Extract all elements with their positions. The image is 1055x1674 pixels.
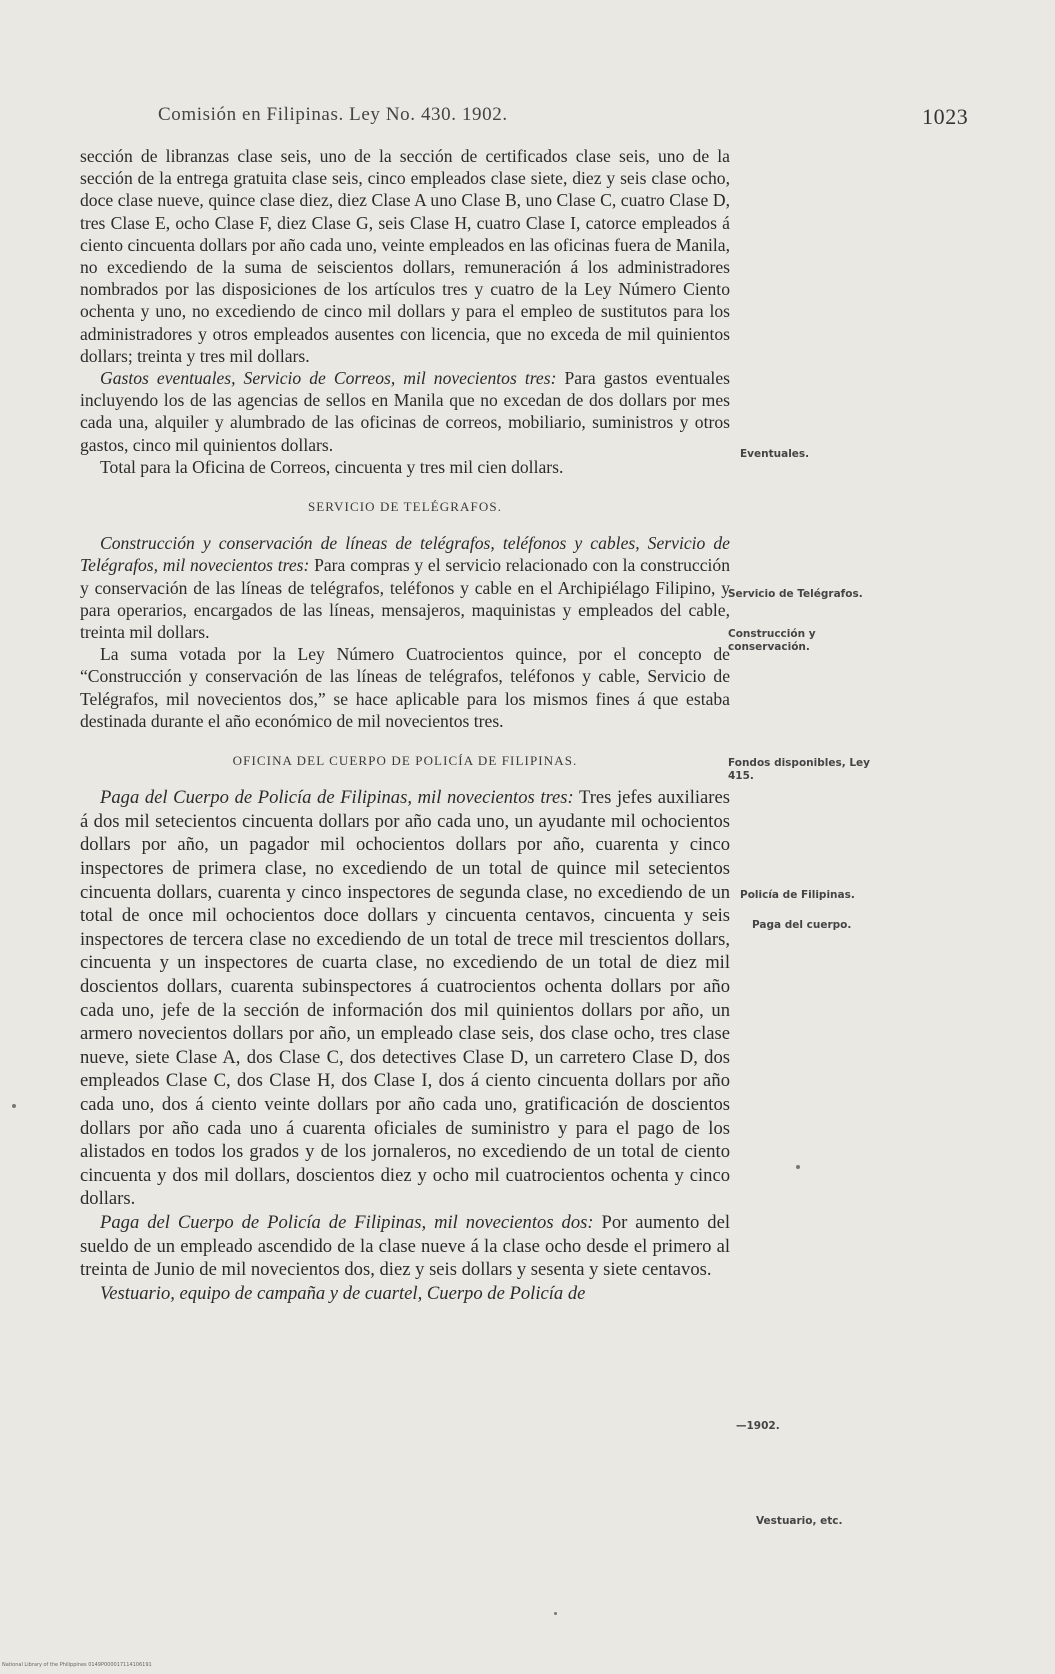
paragraph-title: Vestuario, equipo de campaña y de cuartel, Cuerpo de Policía de: [100, 1282, 586, 1304]
paragraph-title: Paga del Cuerpo de Policía de Filipinas, mil novecientos dos:: [100, 1211, 594, 1233]
paragraph-construccion: [80, 532, 730, 643]
paragraph-text: Para compras y el servicio relacionado con la construcción y conservación de las líneas de telégrafos, teléfonos y cable en el Archipiélago Filipino, y para operarios, encargados de las líneas, mensajeros, maquinistas y empleados del cable, treinta mil dollars.: [80, 555, 730, 643]
paragraph-title: Construcción y conservación de líneas de telégrafos, teléfonos y cables, Servicio de Telégrafos, mil novecientos tres:: [80, 533, 730, 576]
body-text: [80, 145, 730, 1305]
paragraph-text: Tres jefes auxiliares á dos mil setecientos cincuenta dollars por año cada uno, un ayudante mil ochocientos dollars por año, un pagador mil ochocientos dollars por año, cuarenta y cinco inspectores de primera clase, no excediendo de un total de quince mil setecientos cincuenta dollars, cuarenta y cinco inspectores de segunda clase, no excediendo de un total de once mil ochocientos doce dollars y cincuenta centavos, cincuenta y seis inspectores de tercera clase no excediendo de un total de trece mil trescientos dollars, cincuenta y un inspectores de cuarta clase, no excediendo de un total de diez mil doscientos dollars, cuarenta subinspectores á cuatrocientos ochenta dollars por año cada uno, jefe de la sección de información dos mil quinientos dollars por año, un armero novecientos dollars por año, un empleado clase seis, dos clase ocho, tres clase nueve, siete Clase A, dos Clase C, dos detectives Clase D, un carretero Clase D, dos empleados Clase C, dos Clase H, dos Clase I, dos á ciento cincuenta dollars por año cada uno, dos á ciento veinte dollars por año cada uno, gratificación de doscientos dollars por año cada uno á cuarenta oficiales de suministro y para el pago de los alistados en todos los grados y de los jornaleros, no excediendo de un total de ciento cincuenta y dos mil dollars, doscientos diez y ocho mil cuatrocientos ochenta y cinco dollars.: [80, 787, 730, 1210]
paragraph-vestuario: [80, 1282, 730, 1306]
section-heading-policia: OFICINA DEL CUERPO DE POLICÍA DE FILIPINAS.: [232, 753, 578, 769]
scan-speck: [796, 1165, 800, 1169]
margin-note-eventuales: Eventuales.: [740, 448, 810, 460]
margin-note-servicio-telegrafos: Servicio de Telégrafos.: [728, 588, 863, 600]
margin-note-construccion: Construcción y conservación.: [728, 628, 816, 653]
paragraph-gastos-eventuales: [80, 367, 730, 456]
paragraph-title: Gastos eventuales, Servicio de Correos, mil novecientos tres:: [100, 368, 557, 389]
paragraph-title: Paga del Cuerpo de Policía de Filipinas, mil novecientos tres:: [100, 787, 574, 809]
scan-credit: National Library of the Philippines 0149P000017114106191: [2, 1662, 152, 1668]
paragraph-text: Por aumento del sueldo de un empleado ascendido de la clase nueve á la clase ocho desde el primero al treinta de Junio de mil novecientos dos, diez y seis dollars y sesenta y siete centavos.: [80, 1211, 730, 1281]
margin-note-1902: —1902.: [736, 1420, 780, 1432]
page-number: 1023: [922, 104, 969, 129]
paragraph-paga-1902: [80, 1211, 730, 1282]
margin-note-fondos: Fondos disponibles, Ley 415.: [728, 757, 871, 782]
paragraph-text: Para gastos eventuales incluyendo los de las agencias de sellos en Manila que no excedan de dos dollars por mes cada una, alquiler y alumbrado de las oficinas de correos, mobiliario, suministros y otros gastos, cinco mil quinientos dollars.: [80, 368, 730, 455]
scan-speck: [12, 1104, 16, 1108]
scan-speck: [554, 1612, 557, 1615]
paragraph-correos-continued: sección de libranzas clase seis, uno de la sección de certificados clase seis, uno de la sección de la entrega gratuita clase seis, cinco empleados clase siete, diez y seis clase ocho, doce clase nueve, quince clase diez, diez Clase A uno Clase B, uno Clase C, cuatro Clase D, tres Clase E, ocho Clase F, diez Clase G, seis Clase H, cuatro Clase I, catorce empleados á ciento cincuenta dollars por año cada uno, veinte empleados en las oficinas fuera de Manila, no excediendo de la suma de seiscientos dollars, remuneración á los administradores nombrados por las disposiciones de los artículos tres y cuatro de la Ley Número Ciento ochenta y uno, no excediendo de cinco mil dollars y para el empleo de sustitutos para los administradores y otros empleados ausentes con licencia, que no exceda de mil quinientos dollars; treinta y tres mil dollars.: [80, 146, 730, 366]
margin-note-vestuario: Vestuario, etc.: [756, 1515, 843, 1527]
margin-note-policia: Policía de Filipinas.: [740, 889, 855, 901]
margin-note-paga: Paga del cuerpo.: [752, 919, 852, 931]
paragraph-total-correos: Total para la Oficina de Correos, cincuenta y tres mil cien dollars.: [100, 456, 564, 477]
running-title: Comisión en Filipinas. Ley No. 430. 1902.: [158, 104, 508, 125]
paragraph-ley-415: La suma votada por la Ley Número Cuatrocientos quince, por el concepto de “Construcción y conservación de las líneas de telégrafos, teléfonos y cable, Servicio de Telégrafos, mil novecientos dos,” se hace aplicable para los mismos fines á que estaba destinada durante el año económico de mil novecientos tres.: [80, 644, 730, 731]
paragraph-paga-1903: [80, 786, 730, 1211]
section-heading-telegrafos: SERVICIO DE TELÉGRAFOS.: [307, 499, 503, 515]
